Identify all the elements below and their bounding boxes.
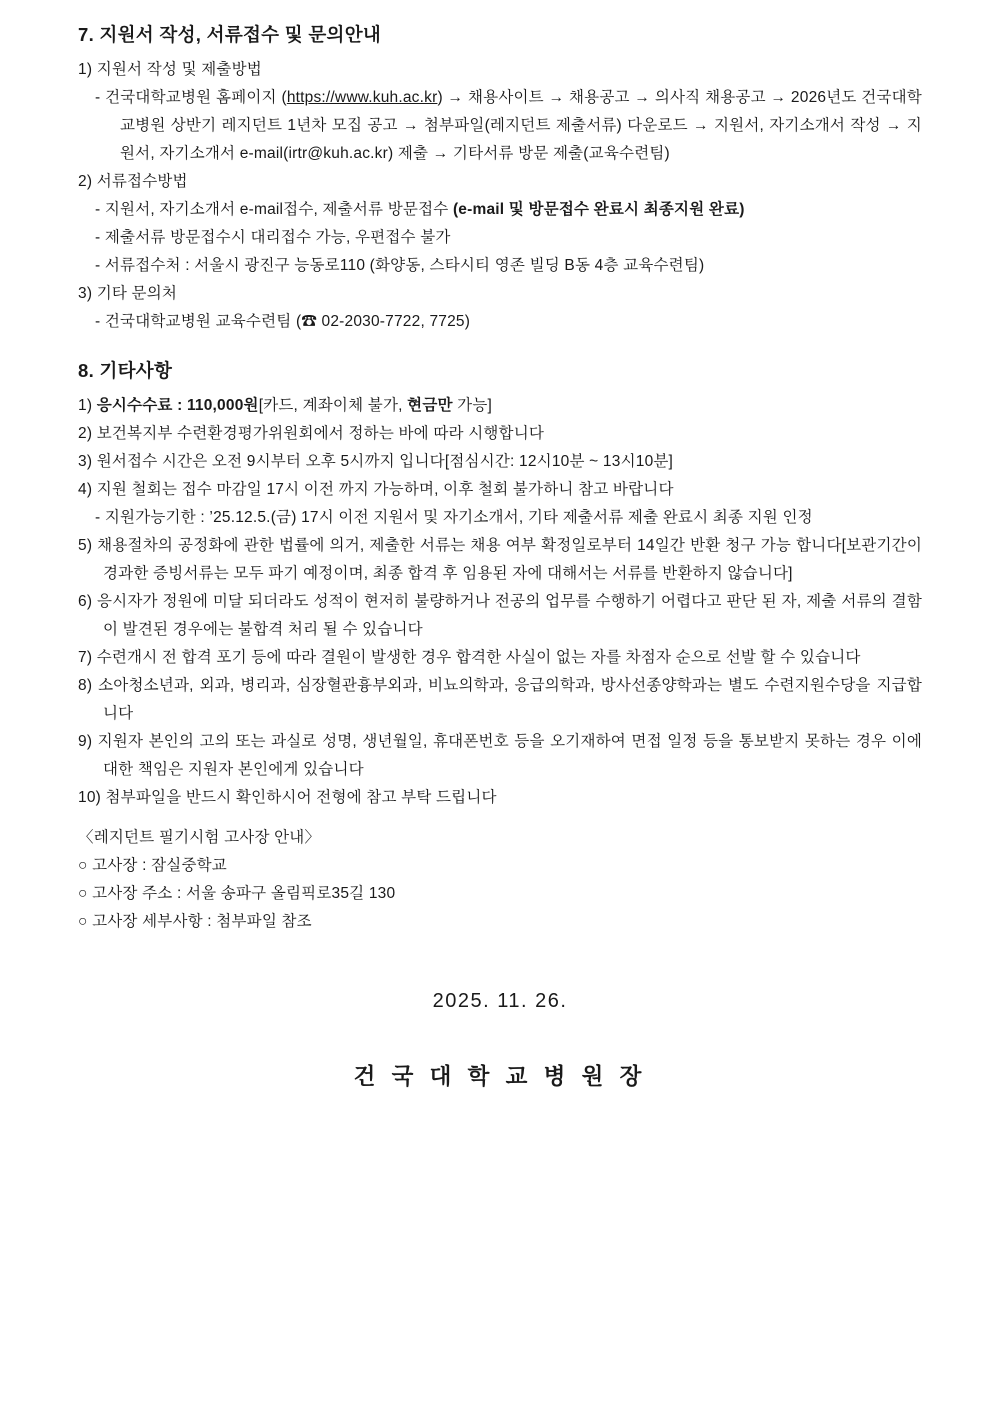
section-8-heading: 8. 기타사항: [78, 360, 173, 381]
text-run: 1): [78, 397, 97, 414]
item-3: [78, 448, 922, 476]
text-run: 응시수수료 : 110,000원: [96, 397, 259, 414]
item-2: [78, 420, 922, 448]
item-9: [78, 728, 922, 784]
text-run: 8) 소아청소년과, 외과, 병리과, 심장혈관흉부외과, 비뇨의학과, 응급의학과, 방사선종양학과는 별도 수련지원수당을 지급합니다: [78, 677, 922, 722]
exam-site-notice-body: [78, 852, 922, 936]
text-run: - 건국대학교병원 홈페이지 (: [95, 89, 287, 106]
text-run: 현금만: [407, 397, 453, 414]
doc-line: [78, 880, 922, 908]
signature-hospital-director: 건 국 대 학 교 병 원 장: [353, 1064, 647, 1089]
doc-line: [78, 908, 922, 936]
text-run: - 지원가능기한 : ’25.12.5.(금) 17시 이전 지원서 및 자기소개서, 기타 제출서류 제출 완료시 최종 지원 인정: [95, 509, 813, 526]
website-link[interactable]: https://www.kuh.ac.kr: [286, 89, 438, 106]
item-4: [78, 476, 922, 504]
text-run: ) → 채용사이트 → 채용공고 → 의사직 채용공고 → 2026년도 건국대학교병원 상반기 레지던트 1년차 모집 공고 → 첨부파일(레지던트 제출서류) 다운로드 → 지원서, 자기소개서 작성 → 지원서, 자기소개서 e-mail(irtr@kuh.ac.kr) 제출 → 기타서류 방문 제출(교육수련팀): [120, 89, 922, 162]
section-8-body: [78, 392, 922, 812]
text-run: 2) 보건복지부 수련환경평가위원회에서 정하는 바에 따라 시행합니다: [78, 425, 545, 442]
item-7: [78, 644, 922, 672]
text-run: 4) 지원 철회는 접수 마감일 17시 이전 까지 가능하며, 이후 철회 불가하니 참고 바랍니다: [78, 481, 674, 498]
exam-site-notice: [78, 824, 922, 936]
text-run: 9) 지원자 본인의 고의 또는 과실로 성명, 생년월일, 휴대폰번호 등을 오기재하여 면접 일정 등을 통보받지 못하는 경우 이에 대한 책임은 지원자 본인에게 있습니다: [78, 733, 922, 778]
text-run: 2) 서류접수방법: [78, 173, 188, 190]
item-10: [78, 784, 922, 812]
text-run: 3) 원서접수 시간은 오전 9시부터 오후 5시까지 입니다[점심시간: 12시10분 ~ 13시10분]: [78, 453, 674, 470]
text-run: 7) 수련개시 전 합격 포기 등에 따라 결원이 발생한 경우 합격한 사실이 없는 자를 차점자 순으로 선발 할 수 있습니다: [78, 649, 861, 666]
sub-item: [78, 196, 922, 224]
sub-item: [78, 224, 922, 252]
text-run: - 건국대학교병원 교육수련팀 (☎ 02-2030-7722, 7725): [95, 313, 471, 330]
text-run: ○ 고사장 주소 : 서울 송파구 올림픽로35길 130: [78, 885, 396, 902]
document-date: 2025. 11. 26.: [432, 990, 568, 1012]
item-1: [78, 392, 922, 420]
text-run: 5) 채용절차의 공정화에 관한 법률에 의거, 제출한 서류는 채용 여부 확정일로부터 14일간 반환 청구 가능 합니다[보관기간이 경과한 증빙서류는 모두 파기 예정이며, 최종 합격 후 임용된 자에 대해서는 서류를 반환하지 않습니다]: [78, 537, 922, 582]
text-run: 10) 첨부파일을 반드시 확인하시어 전형에 참고 부탁 드립니다: [78, 789, 497, 806]
sub-item: [78, 308, 922, 336]
text-run: [카드, 계좌이체 불가,: [258, 397, 408, 414]
text-run: 1) 지원서 작성 및 제출방법: [78, 61, 262, 78]
item-3: [78, 280, 922, 308]
item-1: [78, 56, 922, 84]
text-run: 3) 기타 문의처: [78, 285, 178, 302]
sub-item: [78, 504, 922, 532]
section-7-heading: 7. 지원서 작성, 서류접수 및 문의안내: [78, 24, 382, 45]
section-7-body: [78, 56, 922, 336]
item-8: [78, 672, 922, 728]
item-5: [78, 532, 922, 588]
text-run: - 제출서류 방문접수시 대리접수 가능, 우편접수 불가: [95, 229, 451, 246]
section-application-guide: [78, 20, 922, 336]
text-run: - 지원서, 자기소개서 e-mail접수, 제출서류 방문접수: [95, 201, 453, 218]
exam-site-notice-title: 〈레지던트 필기시험 고사장 안내〉: [78, 829, 321, 846]
text-run: ○ 고사장 : 잠실중학교: [78, 857, 227, 874]
section-other-matters: [78, 356, 922, 812]
text-run: 가능]: [452, 397, 493, 414]
sub-item: [78, 84, 922, 168]
item-2: [78, 168, 922, 196]
text-run: - 서류접수처 : 서울시 광진구 능동로110 (화양동, 스타시티 영존 빌딩 B동 4층 교육수련팀): [95, 257, 705, 274]
text-run: (e-mail 및 방문접수 완료시 최종지원 완료): [452, 201, 745, 218]
doc-line: [78, 852, 922, 880]
item-6: [78, 588, 922, 644]
text-run: ○ 고사장 세부사항 : 첨부파일 참조: [78, 913, 312, 930]
text-run: 6) 응시자가 정원에 미달 되더라도 성적이 현저히 불량하거나 전공의 업무를 수행하기 어렵다고 판단 된 자, 제출 서류의 결함이 발견된 경우에는 불합격 처리 될 수 있습니다: [78, 593, 922, 638]
sub-item: [78, 252, 922, 280]
